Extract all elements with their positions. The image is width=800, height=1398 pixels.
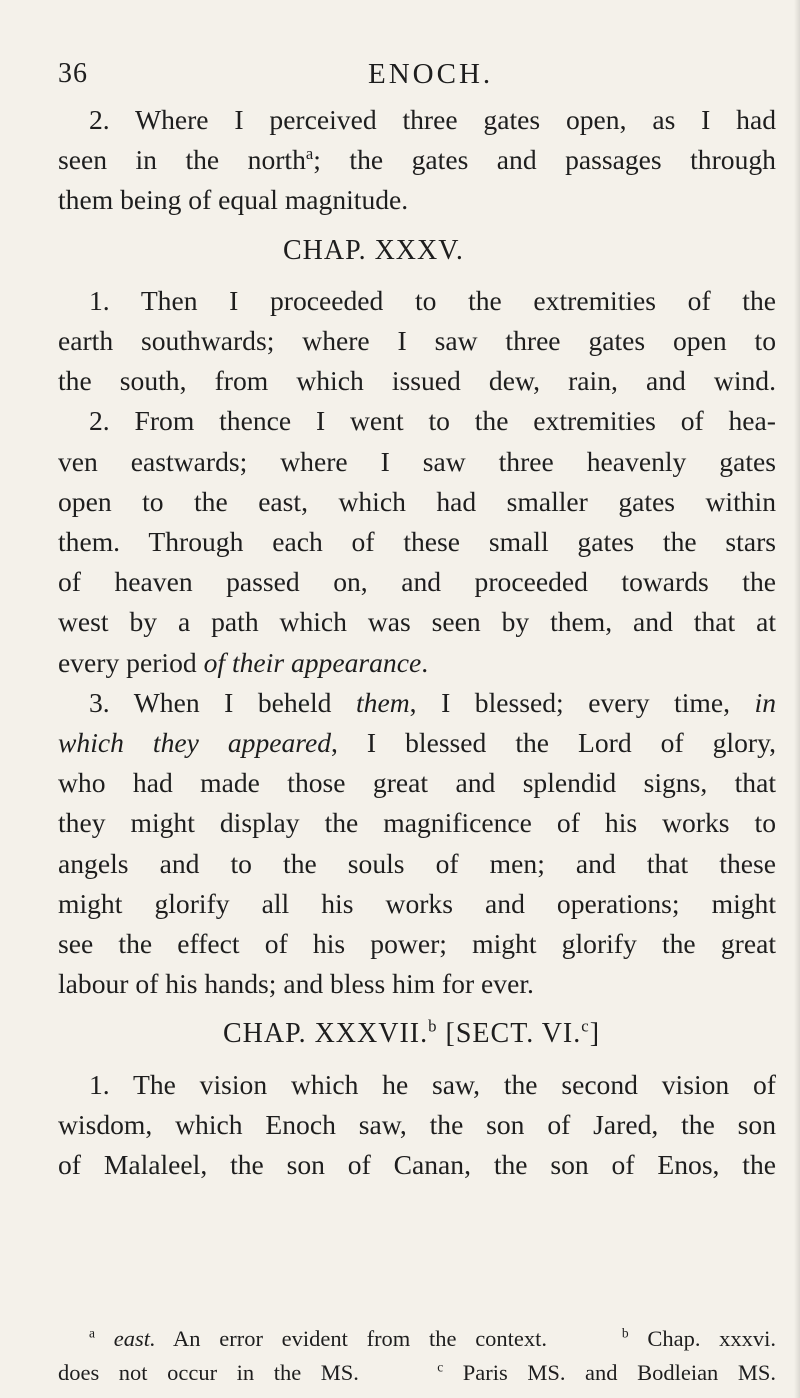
footnote-ref-c: c	[581, 1017, 590, 1037]
text-line: 1. The vision which he saw, the second vision of	[89, 1068, 776, 1100]
text-line: of heaven passed on, and proceeded towards the	[58, 566, 776, 598]
text-line: of Malaleel, the son of Canan, the son of Enos, the	[58, 1149, 776, 1181]
text-line: 3. When I beheld them, I blessed; every time, in	[89, 686, 776, 718]
page-header	[58, 58, 800, 98]
footnote-mark-a: a	[89, 1325, 95, 1341]
footnote-ref-b: b	[428, 1017, 438, 1037]
text-line: labour of his hands; and bless him for ever.	[58, 968, 534, 1000]
page-number: 36	[58, 58, 88, 89]
italic-text: which they appeared	[58, 727, 332, 759]
footnote-line: $^a$ east. An error evident from the context. $^b$ Chap. xxxvi.	[89, 1325, 777, 1351]
text-line: 1. Then I proceeded to the extremities of the	[89, 284, 776, 316]
chapter-heading: CHAP. XXXVII.$^b$ [SECT. VI.$^c$]	[223, 1017, 601, 1050]
text-line: see the effect of his power; might glorify the great	[58, 928, 776, 960]
page-body	[58, 100, 776, 1185]
running-head: ENOCH.	[368, 58, 494, 90]
text-line: they might display the magnificence of his works to	[58, 807, 776, 839]
italic-text: them	[355, 686, 410, 718]
text-line: 2. Where I perceived three gates open, as I had	[89, 104, 776, 135]
text-line: angels and to the souls of men; and that these	[58, 847, 776, 879]
italic-text: of their appearance	[203, 646, 422, 678]
italic-text: in	[754, 686, 776, 718]
text-line: west by a path which was seen by them, and that at	[58, 606, 776, 638]
chapter-heading: CHAP. XXXV.	[283, 234, 464, 266]
text-line: earth southwards; where I saw three gates open to	[58, 325, 776, 357]
text-line: ven eastwards; where I saw three heavenly gates	[58, 445, 776, 477]
text-line: might glorify all his works and operations; might	[58, 887, 776, 919]
footnote-mark-b: b	[621, 1325, 629, 1341]
footnote-ref-a: a	[305, 144, 314, 164]
text-line: the south, from which issued dew, rain, and wind.	[58, 365, 776, 397]
footnote-line: does not occur in the MS. $^c$ Paris MS. and Bodleian MS.	[58, 1359, 777, 1385]
text-line: who had made those great and splendid signs, that	[58, 767, 776, 799]
text-line: which they appeared, I blessed the Lord of glory,	[58, 727, 776, 759]
text-line: 2. From thence I went to the extremities of hea-	[89, 405, 776, 437]
italic-text: east.	[113, 1326, 156, 1351]
text-line: them. Through each of these small gates the stars	[58, 526, 776, 558]
text-line: them being of equal magnitude.	[58, 184, 409, 216]
text-line: seen in the north$^a$; the gates and passages through	[58, 144, 776, 176]
footnote-mark-c: c	[437, 1359, 444, 1375]
text-line: every period of their appearance.	[58, 646, 429, 678]
text-line: wisdom, which Enoch saw, the son of Jared, the son	[58, 1108, 776, 1140]
text-line: open to the east, which had smaller gates within	[58, 485, 776, 517]
footnotes	[58, 1322, 776, 1390]
page-edge-shadow	[794, 0, 800, 1398]
